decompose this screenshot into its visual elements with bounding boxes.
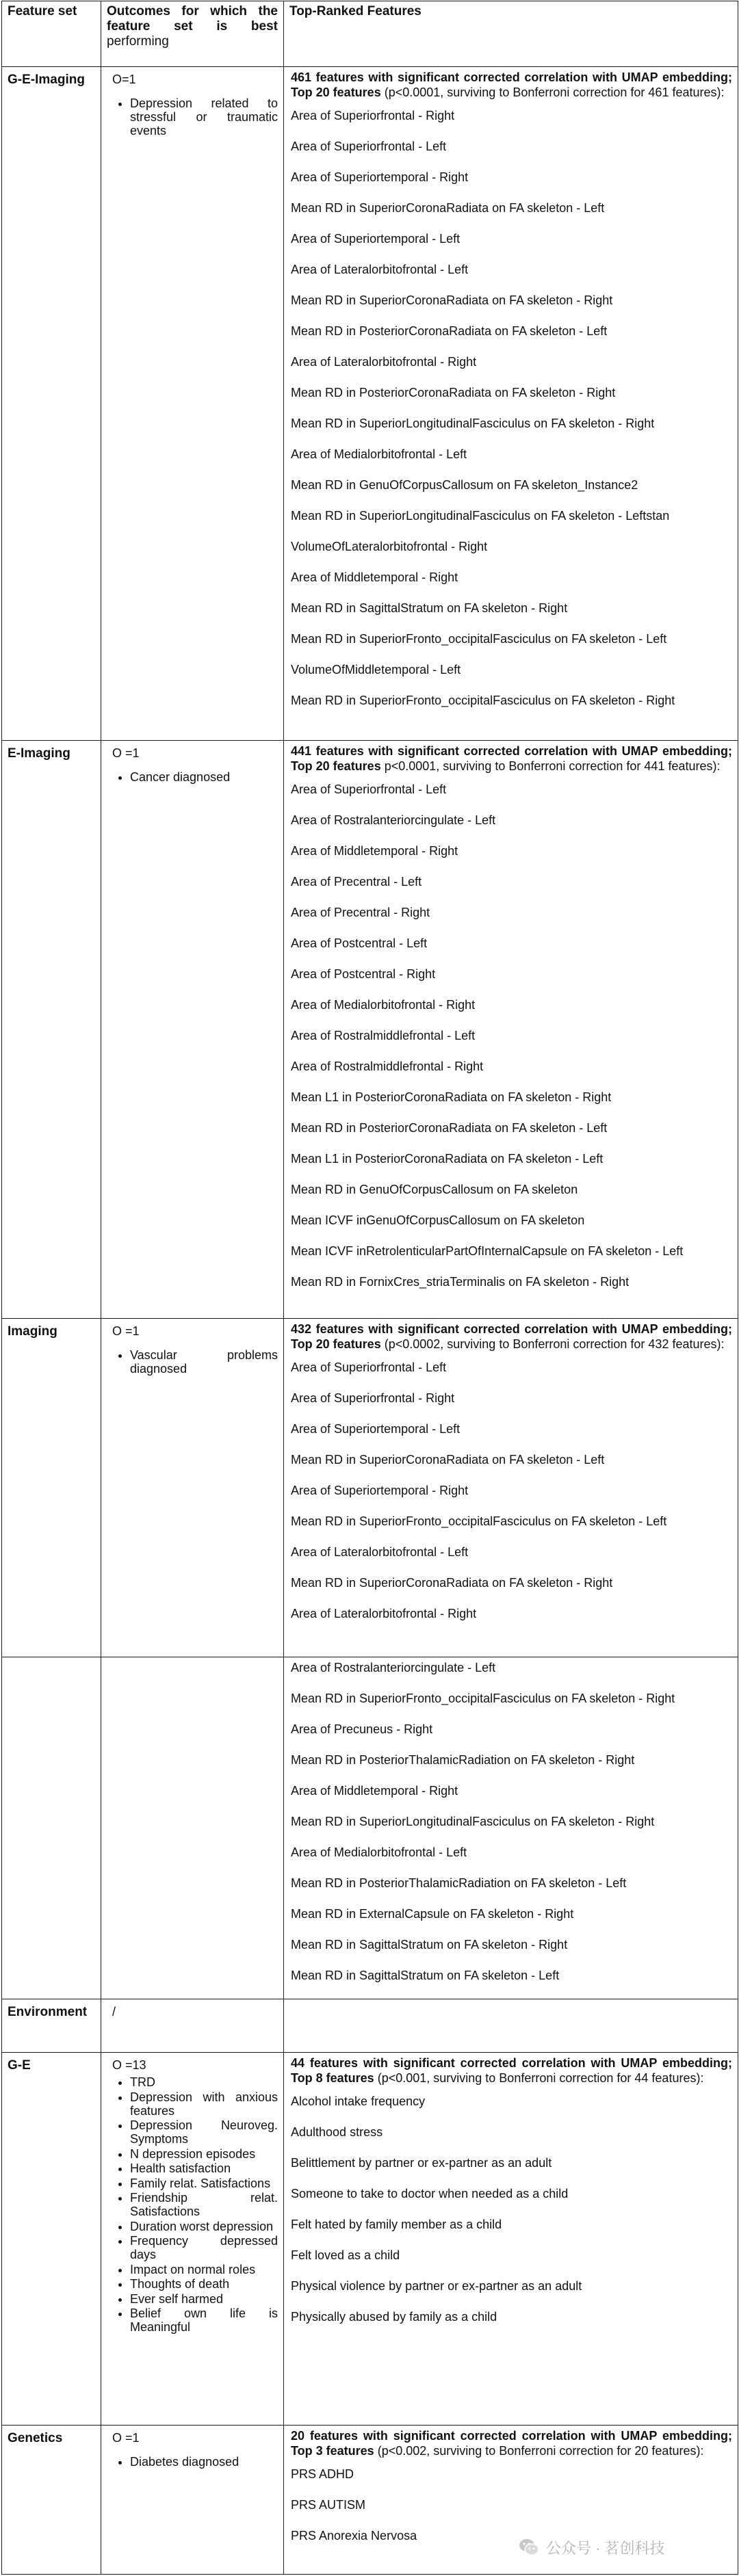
list-item: Felt loved as a child	[291, 2248, 400, 2262]
list-item: Mean RD in SuperiorFronto_occipitalFasciculus on FA skeleton - Left	[291, 632, 667, 646]
list-item: VolumeOfLateralorbitofrontal - Right	[291, 540, 488, 553]
list-item: • Depression related to stressful or traumatic events	[130, 96, 278, 137]
list-item: Area of Precentral - Left	[291, 875, 422, 889]
feature-set-cell: Environment	[2, 1999, 101, 2053]
list-item: Area of Rostralmiddlefrontal - Right	[291, 1060, 484, 1073]
summary-normal: (p<0.0001, surviving to Bonferroni correction for 461 features):	[380, 86, 725, 99]
list-item: Area of Medialorbitofrontal - Right	[291, 998, 476, 1012]
list-item: Area of Medialorbitofrontal - Left	[291, 447, 467, 461]
outcome-count: O =13	[112, 2058, 146, 2072]
list-item: Area of Superiorfrontal - Right	[291, 1391, 455, 1405]
list-item: Mean RD in SuperiorFronto_occipitalFasciculus on FA skeleton - Left	[291, 1514, 667, 1528]
list-item: • TRD	[130, 2075, 278, 2089]
features-cell	[284, 1999, 738, 2053]
list-item: PRS Anorexia Nervosa	[291, 2529, 417, 2542]
list-item: • Depression Neuroveg. Symptoms	[130, 2118, 278, 2146]
list-item: Mean RD in SagittalStratum on FA skeleton - Right	[291, 601, 568, 615]
header-outcomes-normal: performing	[107, 34, 169, 49]
list-item: Mean RD in FornixCres_striaTerminalis on FA skeleton - Right	[291, 1275, 630, 1289]
list-item: Area of Middletemporal - Right	[291, 844, 458, 858]
header-top-ranked: Top-Ranked Features	[284, 1, 738, 67]
list-item: Area of Middletemporal - Right	[291, 1784, 458, 1798]
list-item: • Frequency depressed days	[130, 2234, 278, 2261]
list-item: Area of Precuneus - Right	[291, 1722, 433, 1736]
list-item: Physical violence by partner or ex-partner as an adult	[291, 2279, 582, 2293]
list-item: Area of Medialorbitofrontal - Left	[291, 1845, 467, 1859]
list-item: Area of Rostralmiddlefrontal - Left	[291, 1029, 476, 1042]
list-item: • Depression with anxious features	[130, 2090, 278, 2118]
list-item: • Thoughts of death	[130, 2277, 278, 2291]
features-cell	[284, 67, 738, 741]
outcomes-cell	[101, 2426, 284, 2575]
list-item: Area of Lateralorbitofrontal - Left	[291, 263, 469, 276]
list-item: Area of Rostralanteriorcingulate - Left	[291, 1661, 496, 1674]
list-item: Mean RD in ExternalCapsule on FA skeleton - Right	[291, 1907, 574, 1921]
outcome-count: /	[112, 2005, 116, 2019]
features-summary	[291, 2055, 732, 2086]
outcome-list	[112, 96, 278, 137]
list-item: • Friendship relat. Satisfactions	[130, 2191, 278, 2218]
features-table	[1, 1, 738, 2575]
header-outcomes-bold: Outcomes for which the feature set is best	[107, 4, 278, 34]
table-row	[2, 67, 738, 741]
list-item: Felt hated by family member as a child	[291, 2218, 502, 2231]
list-item: Mean RD in SagittalStratum on FA skeleton - Left	[291, 1969, 560, 1982]
feature-set-cell	[2, 1657, 101, 1999]
list-item: Mean RD in SagittalStratum on FA skeleton - Right	[291, 1938, 568, 1951]
features-cell	[284, 1319, 738, 1657]
list-item: Mean RD in PosteriorCoronaRadiata on FA skeleton - Left	[291, 324, 608, 338]
list-item: Area of Postcentral - Left	[291, 936, 428, 950]
list-item: Mean RD in GenuOfCorpusCallosum on FA skeleton	[291, 1183, 578, 1196]
outcome-count: O=1	[112, 73, 136, 86]
list-item: Mean RD in SuperiorLongitudinalFasciculus on FA skeleton - Right	[291, 1815, 655, 1828]
summary-normal: (p<0.0002, surviving to Bonferroni correction for 432 features):	[380, 1337, 725, 1351]
list-item: • N depression episodes	[130, 2147, 278, 2161]
summary-normal: (p<0.001, surviving to Bonferroni correction for 44 features):	[374, 2071, 704, 2085]
outcome-count: O =1	[112, 746, 140, 760]
list-item: Area of Postcentral - Right	[291, 967, 436, 981]
features-cell	[284, 1657, 738, 1999]
features-summary	[291, 70, 732, 100]
list-item: Area of Superiortemporal - Right	[291, 170, 469, 184]
list-item: Mean RD in SuperiorCoronaRadiata on FA skeleton - Left	[291, 201, 605, 215]
list-item: • Family relat. Satisfactions	[130, 2177, 278, 2190]
summary-bold: 441 features with significant corrected correlation with UMAP embedding; Top 20 features	[291, 744, 732, 773]
outcomes-cell	[101, 1999, 284, 2053]
list-item: Adulthood stress	[291, 2125, 383, 2139]
outcomes-cell	[101, 1319, 284, 1657]
features-cell	[284, 741, 738, 1319]
list-item: VolumeOfMiddletemporal - Left	[291, 663, 461, 676]
list-item: Area of Superiortemporal - Right	[291, 1484, 469, 1497]
features-summary	[291, 2428, 732, 2458]
feature-set-cell: Genetics	[2, 2426, 101, 2575]
list-item: Mean RD in SuperiorLongitudinalFasciculus on FA skeleton - Right	[291, 417, 655, 430]
list-item: Area of Superiorfrontal - Left	[291, 783, 447, 796]
list-item: Alcohol intake frequency	[291, 2094, 426, 2108]
list-item: Belittlement by partner or ex-partner as an adult	[291, 2156, 552, 2170]
list-item: Area of Superiorfrontal - Left	[291, 140, 447, 153]
outcomes-cell	[101, 741, 284, 1319]
table-row	[2, 1999, 738, 2053]
watermark	[517, 2534, 723, 2561]
list-item: • Ever self harmed	[130, 2292, 278, 2306]
summary-bold: 44 features with significant corrected correlation with UMAP embedding; Top 8 features	[291, 2056, 732, 2085]
outcome-list	[112, 1348, 278, 1376]
outcomes-cell	[101, 67, 284, 741]
feature-set-cell: G-E	[2, 2053, 101, 2426]
list-item: Mean RD in SuperiorFronto_occipitalFasciculus on FA skeleton - Right	[291, 694, 675, 707]
list-item: Mean RD in SuperiorCoronaRadiata on FA skeleton - Right	[291, 1576, 613, 1590]
header-outcomes	[101, 1, 284, 67]
table-row	[2, 1657, 738, 1999]
outcomes-cell	[101, 2053, 284, 2426]
list-item: • Duration worst depression	[130, 2220, 278, 2233]
list-item: Area of Superiorfrontal - Right	[291, 109, 455, 122]
list-item: Area of Superiorfrontal - Left	[291, 1361, 447, 1374]
wechat-icon	[517, 2536, 541, 2559]
list-item: Mean RD in SuperiorLongitudinalFasciculus on FA skeleton - Leftstan	[291, 509, 670, 523]
list-item: Area of Middletemporal - Right	[291, 570, 458, 584]
summary-bold: 461 features with significant corrected correlation with UMAP embedding; Top 20 features	[291, 70, 732, 99]
list-item: Area of Precentral - Right	[291, 906, 430, 919]
list-item: Someone to take to doctor when needed as a child	[291, 2187, 569, 2200]
summary-normal: (p<0.002, surviving to Bonferroni correction for 20 features):	[374, 2444, 704, 2458]
list-item: Mean RD in SuperiorFronto_occipitalFasciculus on FA skeleton - Right	[291, 1692, 675, 1705]
features-summary	[291, 1322, 732, 1352]
table-row	[2, 741, 738, 1319]
feature-set-cell: E-Imaging	[2, 741, 101, 1319]
list-item: • Cancer diagnosed	[130, 770, 278, 784]
list-item: Area of Superiortemporal - Left	[291, 1422, 461, 1436]
list-item: Area of Lateralorbitofrontal - Right	[291, 1607, 477, 1620]
feature-set-cell: G-E-Imaging	[2, 67, 101, 741]
list-item: Mean L1 in PosteriorCoronaRadiata on FA skeleton - Right	[291, 1090, 612, 1104]
features-cell	[284, 2053, 738, 2426]
features-summary	[291, 744, 732, 774]
feature-set-cell: Imaging	[2, 1319, 101, 1657]
list-item: Area of Lateralorbitofrontal - Right	[291, 355, 477, 369]
outcome-list	[112, 2455, 278, 2469]
list-item: Mean ICVF inRetrolenticularPartOfInternalCapsule on FA skeleton - Left	[291, 1244, 684, 1258]
list-item: • Vascular problems diagnosed	[130, 1348, 278, 1376]
list-item: Mean RD in PosteriorThalamicRadiation on FA skeleton - Right	[291, 1753, 635, 1767]
outcomes-cell	[101, 1657, 284, 1999]
summary-bold: 20 features with significant corrected correlation with UMAP embedding; Top 3 features	[291, 2429, 732, 2458]
outcome-list	[112, 770, 278, 784]
list-item: Mean RD in SuperiorCoronaRadiata on FA skeleton - Left	[291, 1453, 605, 1467]
list-item: PRS ADHD	[291, 2467, 354, 2481]
list-item: • Impact on normal roles	[130, 2263, 278, 2276]
list-item: Physically abused by family as a child	[291, 2310, 497, 2324]
list-item: Mean RD in PosteriorCoronaRadiata on FA skeleton - Right	[291, 386, 616, 399]
list-item: • Diabetes diagnosed	[130, 2455, 278, 2469]
list-item: PRS AUTISM	[291, 2498, 366, 2512]
table-header-row	[2, 1, 738, 67]
list-item: Area of Superiortemporal - Left	[291, 232, 461, 246]
summary-bold: 432 features with significant corrected correlation with UMAP embedding; Top 20 features	[291, 1322, 732, 1351]
watermark-text: 公众号 · 茗创科技	[546, 2539, 665, 2557]
list-item: Mean L1 in PosteriorCoronaRadiata on FA skeleton - Left	[291, 1152, 604, 1166]
table-row	[2, 2053, 738, 2426]
list-item: Mean RD in PosteriorCoronaRadiata on FA skeleton - Left	[291, 1121, 608, 1135]
table-row	[2, 1319, 738, 1657]
list-item: Mean RD in GenuOfCorpusCallosum on FA skeleton_Instance2	[291, 478, 638, 492]
list-item: Mean RD in SuperiorCoronaRadiata on FA skeleton - Right	[291, 293, 613, 307]
outcome-count: O =1	[112, 1324, 140, 1338]
summary-normal: p<0.0001, surviving to Bonferroni correction for 441 features):	[380, 759, 721, 773]
list-item: Mean RD in PosteriorThalamicRadiation on FA skeleton - Left	[291, 1876, 627, 1890]
outcome-count: O =1	[112, 2431, 140, 2445]
list-item: Area of Rostralanteriorcingulate - Left	[291, 813, 496, 827]
list-item: Area of Lateralorbitofrontal - Left	[291, 1545, 469, 1559]
header-feature-set: Feature set	[2, 1, 101, 67]
list-item: Mean ICVF inGenuOfCorpusCallosum on FA skeleton	[291, 1213, 585, 1227]
list-item: • Health satisfaction	[130, 2161, 278, 2175]
outcome-list	[112, 2075, 278, 2334]
list-item: • Belief own life is Meaningful	[130, 2306, 278, 2334]
